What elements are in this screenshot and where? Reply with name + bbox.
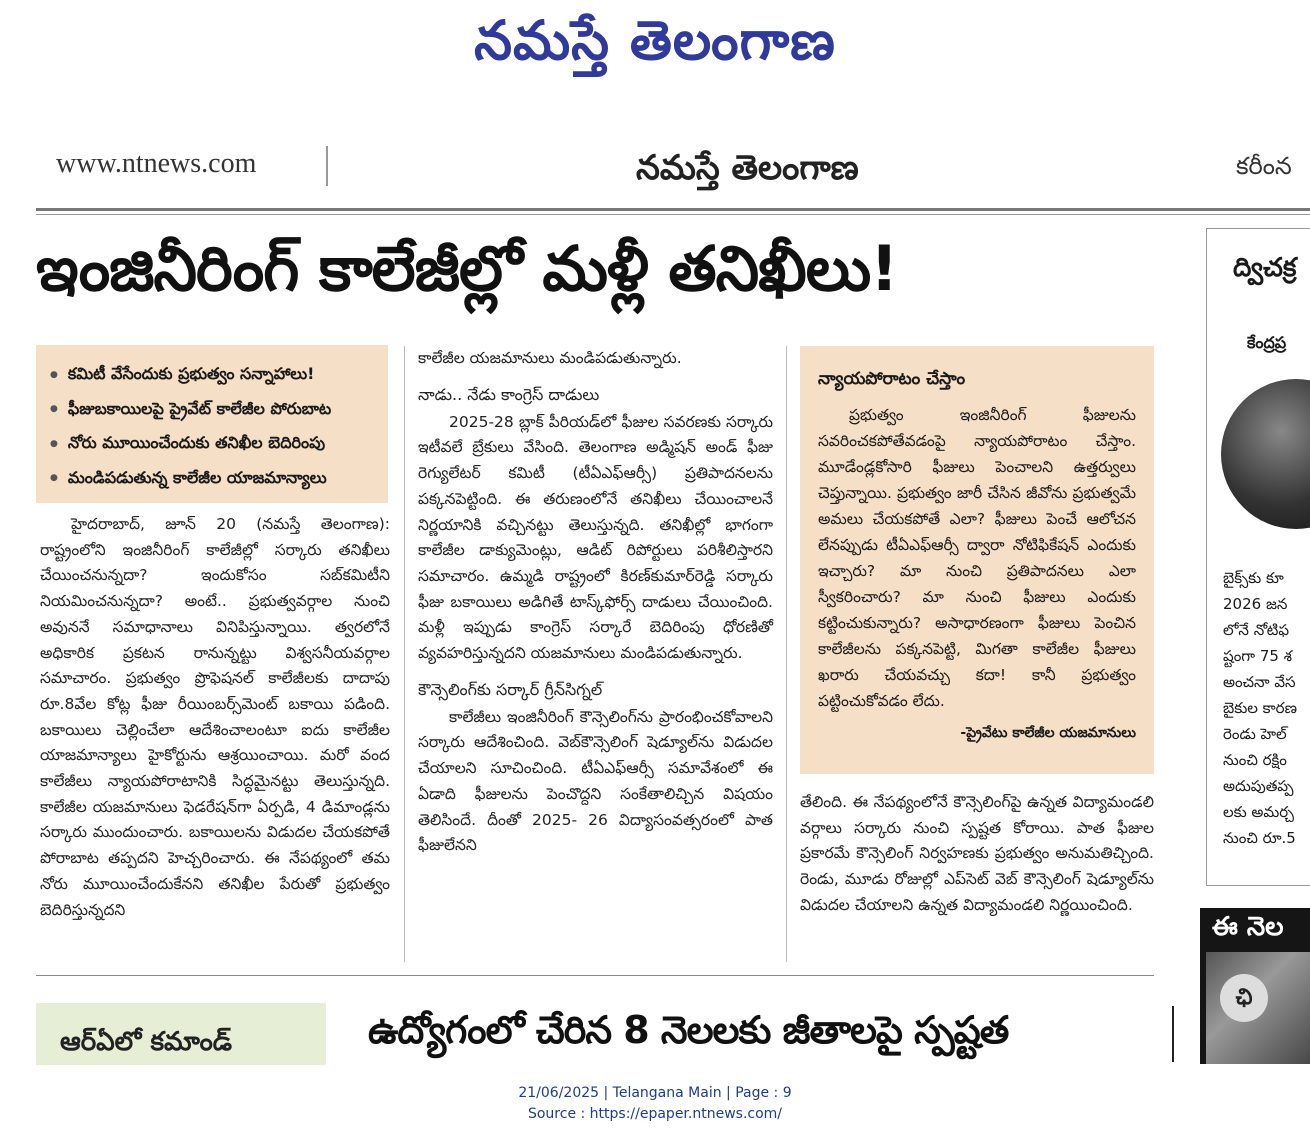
helmet-photo (1221, 379, 1310, 529)
subheading: కౌన్సెలింగ్‌కు సర్కార్ గ్రీన్‌సిగ్నల్ (418, 679, 603, 699)
column-rule (404, 346, 405, 962)
bottom-divider (1172, 1006, 1174, 1062)
side-line: నుంచి రూ.5 (1223, 829, 1296, 847)
highlight-item: ● ఫీజుబకాయిలపై ప్రైవేట్ కాలేజీల పోరుబాట (50, 392, 378, 427)
header-rule (36, 208, 1310, 211)
highlight-item: ● నోరు మూయించేందుకు తనిఖీల బెదిరింపు (50, 426, 378, 461)
promo-label: ఈ నెల (1212, 912, 1284, 942)
side-line: నుంచి రక్షిం (1223, 751, 1287, 769)
article-column-1 (40, 512, 390, 923)
header-divider (326, 146, 328, 186)
article-paragraph: 2025-28 బ్లాక్ పీరియడ్‌లో ఫీజుల సవరణకు సర్కారు ఇటీవలే బ్రేకులు వేసింది. తెలంగాణ అడ్మిషన్ అండ్ ఫీజు రెగ్యులేటర్ కమిటీ (టీఏఎఫ్‌ఆర్సీ) ప్రతిపాదనలను పక్కనపెట్టింది. ఈ తరుణంలోనే తనిఖీలు చేయించాలనే నిర్ణయానికి వచ్చినట్టు తెలుస్తున్నది. తనిఖీల్లో భాగంగా కాలేజీల డాక్యుమెంట్లు, ఆడిట్ రిపోర్టులు పరిశీలిస్తారని సమాచారం. ఉమ్మడి రాష్ట్రంలో కిరణ్‌కుమార్‌రెడ్డి సర్కారు ఫీజు బకాయిలు అడిగితే టాస్క్‌ఫోర్స్ దాడులు చేయించింది. మళ్లీ ఇప్పుడు కాంగ్రెస్ సర్కారే బెదిరింపు ధోరణితో వ్యవహరిస్తున్నదని యజమానులు మండిపడుతున్నారు. (418, 412, 773, 663)
quote-box-body: ప్రభుత్వం ఇంజినీరింగ్ ఫీజులను సవరించకపోతేవడంపై న్యాయపోరాటం చేస్తాం. మూడేండ్లకోసారి ఫీజులు పెంచాలని ఉత్తర్వులు చెప్తున్నాయి. ప్రభుత్వం జారీ చేసిన జీవోను ప్రభుత్వమే అమలు చేయకపోతే ఎలా? ఫీజులు పెంచే ఆలోచన లేనప్పుడు టీఏఎఫ్‌ఆర్సీ ద్వారా నోటిఫికేషన్ ఎందుకు ఇచ్చారు? మా నుంచి ప్రతిపాదనలు ఎలా స్వీకరించారు? మా నుంచి ఫీజులు ఎందుకు కట్టించుకున్నారు? అసాధారణంగా ఫీజులు పెంచిన కాలేజీలను పక్కనపెట్టి, మిగతా కాలేజీల ఫీజులు ఖరారు చేయవచ్చు కదా! కానీ ప్రభుత్వం పట్టించుకోవడం లేదు. (818, 406, 1136, 710)
article-column-3 (800, 790, 1154, 919)
side-article-text (1223, 565, 1310, 851)
teaser-box (36, 1003, 326, 1065)
highlights-box (36, 345, 388, 503)
quote-box-title: న్యాయపోరాటం చేస్తాం (818, 369, 966, 389)
side-line: అదుపుతప్ప (1223, 777, 1294, 795)
teaser-text: ఆర్‌ఏలో కమాండ్ (60, 1027, 233, 1057)
side-line: అంచనా వేస (1223, 673, 1296, 691)
footer-source-line[interactable]: Source : https://epaper.ntnews.com/ (527, 1106, 783, 1122)
article-paragraph: తేలింది. ఈ నేపథ్యంలోనే కౌన్సెలింగ్‌పై ఉన్నత విద్యామండలి వర్గాలు సర్కారు నుంచి స్పష్టత కోరాయి. పాత ఫీజుల ప్రకారమే కౌన్సెలింగ్ నిర్వహణకు ప్రభుత్వం అనుమతిచ్చింది. రెండు, మూడు రోజుల్లో ఎప్‌సెట్ వెబ్ కౌన్సెలింగ్ షెడ్యూల్‌ను విడుదల చేయాలని ఉన్నత విద్యామండలి నిర్ణయించింది. (800, 793, 1154, 914)
promo-box (1200, 908, 1310, 1064)
side-line: బైక్స్‌కు కూ (1223, 569, 1284, 587)
section-rule (36, 975, 1154, 976)
side-line: 2026 జన (1223, 595, 1288, 613)
side-article-title: ద్విచక్ర (1233, 253, 1297, 283)
highlight-item: ● కమిటీ వేసేందుకు ప్రభుత్వం సన్నాహాలు! (50, 357, 378, 392)
article-column-2 (418, 346, 773, 859)
article-paragraph: హైదరాబాద్, జూన్ 20 (నమస్తే తెలంగాణ): రాష్ట్రంలోని ఇంజినీరింగ్ కాలేజీల్లో సర్కారు తనిఖీలు చేయించనున్నదా? ఇందుకోసం సబ్‌కమిటీని నియమించనున్నదా? అంటే.. ప్రభుత్వవర్గాల నుంచి అవుననే సమాధానాలు వినిపిస్తున్నాయి. త్వరలోనే అధికారిక ప్రకటన రానున్నట్టు విశ్వసనీయవర్గాల సమాచారం. ప్రభుత్వం ప్రొఫెషనల్ కాలేజీలకు దాదాపు రూ.8వేల కోట్ల ఫీజు రీయింబర్స్‌మెంట్ బకాయి పడింది. బకాయిలు చెల్లించేలా ఆదేశించాలంటూ ఐదు కాలేజీల యాజమాన్యాలు హైకోర్టును ఆశ్రయించాయి. మరో వంద కాలేజీలు న్యాయపోరాటానికి సిద్ధమైనట్టు తెలుస్తున్నది. కాలేజీల యజమానులు ఫెడరేషన్‌గా ఏర్పడి, 4 డిమాండ్లను సర్కారు ముందుంచారు. బకాయిలను విడుదల చేయకపోతే పోరాబాట తప్పదని హెచ్చరించారు. ఈ నేపథ్యంలో తమ నోరు మూయించేందుకేనని తనిఖీల పేరుతో ప్రభుత్వం బెదిరిస్తున్నదని (40, 515, 390, 919)
edition-name: కరీంన (1236, 152, 1292, 180)
highlight-item: ● మండిపడుతున్న కాలేజీల యాజమాన్యాలు (50, 461, 378, 496)
newspaper-brand: నమస్తే తెలంగాణ (636, 148, 859, 188)
side-line: రెండు హెల్ (1223, 725, 1287, 743)
promo-logo-icon: ఛి (1220, 974, 1268, 1022)
column-rule (786, 346, 787, 962)
footer-date-line: 21/06/2025 | Telangana Main | Page : 9 (518, 1085, 792, 1101)
main-headline: ఇంజినీరింగ్ కాలేజీల్లో మళ్లీ తనిఖీలు! (36, 232, 898, 305)
website-url[interactable]: www.ntnews.com (56, 148, 257, 179)
second-headline: ఉద్యోగంలో చేరిన 8 నెలలకు జీతాలపై స్పష్టత (368, 1008, 1009, 1052)
side-article-subtitle: కేంద్రప్ర (1247, 333, 1287, 352)
side-line: ష్టంగా 75 శ (1223, 647, 1292, 665)
article-paragraph: కాలేజీలు ఇంజినీరింగ్ కౌన్సెలింగ్‌ను ప్రారంభించకోవాలని సర్కారు ఆదేశించింది. వెబ్‌కౌన్సెలింగ్ షెడ్యూల్‌ను విడుదల చేయాలని సూచించింది. టీఏఎఫ్‌ఆర్సీ సమావేశంలో ఈ ఏడాది ఫీజులను పెంచొద్దని సంకేతాలిచ్చిన విషయం తెలిసిందే. దీంతో 2025- 26 విద్యాసంవత్సరంలో పాత ఫీజులేనని (418, 707, 773, 855)
subheading: నాడు.. నేడు కాంగ్రెస్ దాడులు (418, 384, 600, 404)
quote-box (800, 346, 1154, 774)
side-line: బైకుల కారణ (1223, 699, 1297, 717)
header-rule-thin (36, 214, 1310, 215)
side-line: లోనే నోటిఫ (1223, 621, 1289, 639)
masthead-logo: నమస్తే తెలంగాణ (474, 8, 836, 72)
article-paragraph: కాలేజీల యజమానులు మండిపడుతున్నారు. (418, 349, 682, 367)
side-article (1206, 228, 1310, 886)
side-line: లకు అమర్చ (1223, 803, 1294, 821)
quote-box-signature: -ప్రైవేటు కాలేజీల యజమానులు (960, 725, 1136, 741)
